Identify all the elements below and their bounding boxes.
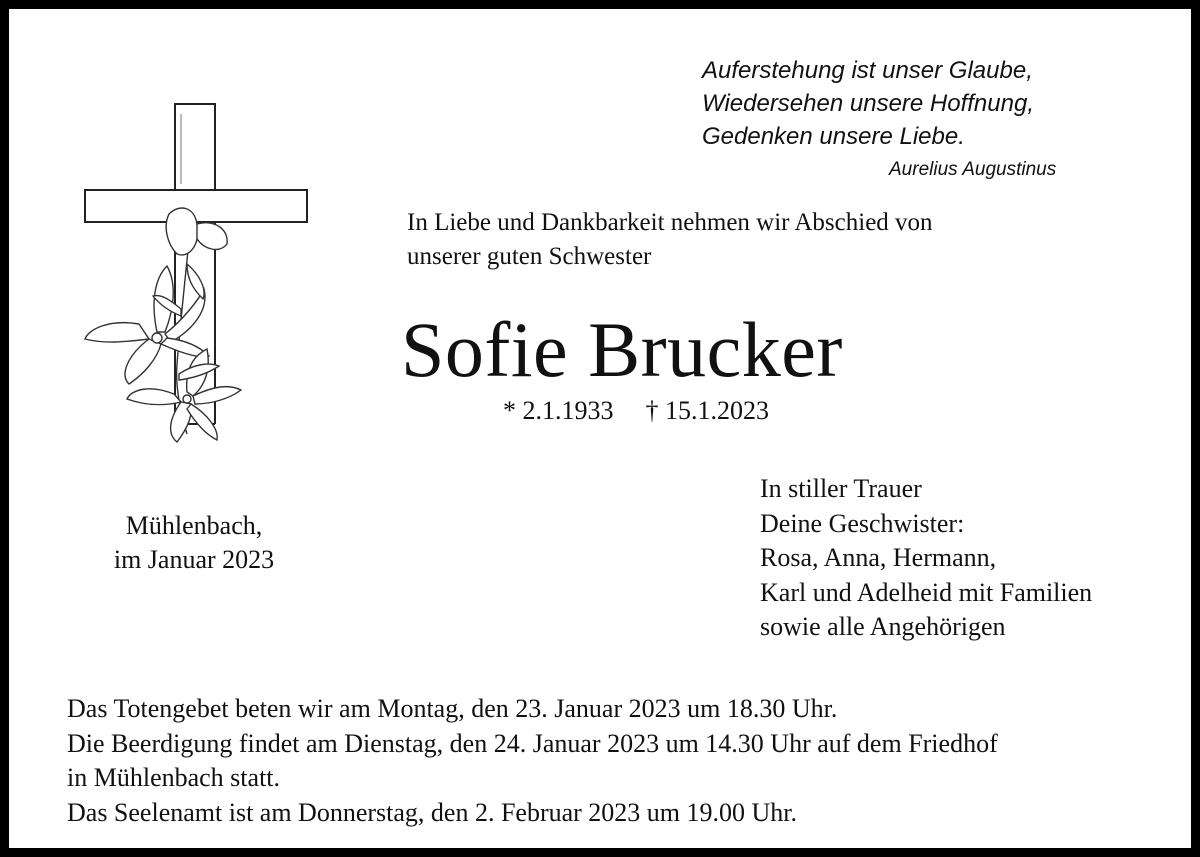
quote-line: Auferstehung ist unser Glaube,: [702, 57, 1033, 84]
intro-text: [407, 206, 1107, 274]
mourners-line: In stiller Trauer: [760, 474, 922, 503]
deceased-name: Sofie Brucker: [401, 306, 843, 393]
life-dates: [503, 396, 769, 426]
mourners-list: [760, 472, 1092, 645]
quote-author: Aurelius Augustinus: [889, 159, 1057, 180]
date-line: im Januar 2023: [113, 545, 275, 574]
intro-line: unserer guten Schwester: [407, 243, 652, 270]
service-info: [67, 692, 1177, 830]
place-line: Mühlenbach,: [125, 511, 263, 540]
mourners-line: Karl und Adelheid mit Familien: [760, 577, 1093, 607]
mourners-line: Rosa, Anna, Hermann,: [760, 543, 997, 572]
quote: [702, 54, 1172, 153]
birth-date: * 2.1.1933: [503, 396, 614, 425]
quote-line: Gedenken unsere Liebe.: [702, 123, 965, 150]
mourners-line: sowie alle Angehörigen: [760, 612, 1006, 641]
death-date: † 15.1.2023: [645, 396, 769, 425]
intro-line: In Liebe und Dankbarkeit nehmen wir Abschied von: [407, 209, 933, 236]
quote-line: Wiedersehen unsere Hoffnung,: [702, 90, 1034, 117]
service-info-line: Die Beerdigung findet am Dienstag, den 24. Januar 2023 um 14.30 Uhr auf dem Friedhof: [67, 728, 998, 758]
service-info-line: Das Totengebet beten wir am Montag, den 23. Januar 2023 um 18.30 Uhr.: [67, 694, 838, 723]
service-info-line: in Mühlenbach statt.: [67, 763, 281, 792]
service-info-line: Das Seelenamt ist am Donnerstag, den 2. Februar 2023 um 19.00 Uhr.: [67, 797, 798, 827]
mourners-line: Deine Geschwister:: [760, 508, 965, 538]
place-and-date: [69, 509, 319, 577]
cross-with-lilies-icon: [69, 94, 339, 454]
